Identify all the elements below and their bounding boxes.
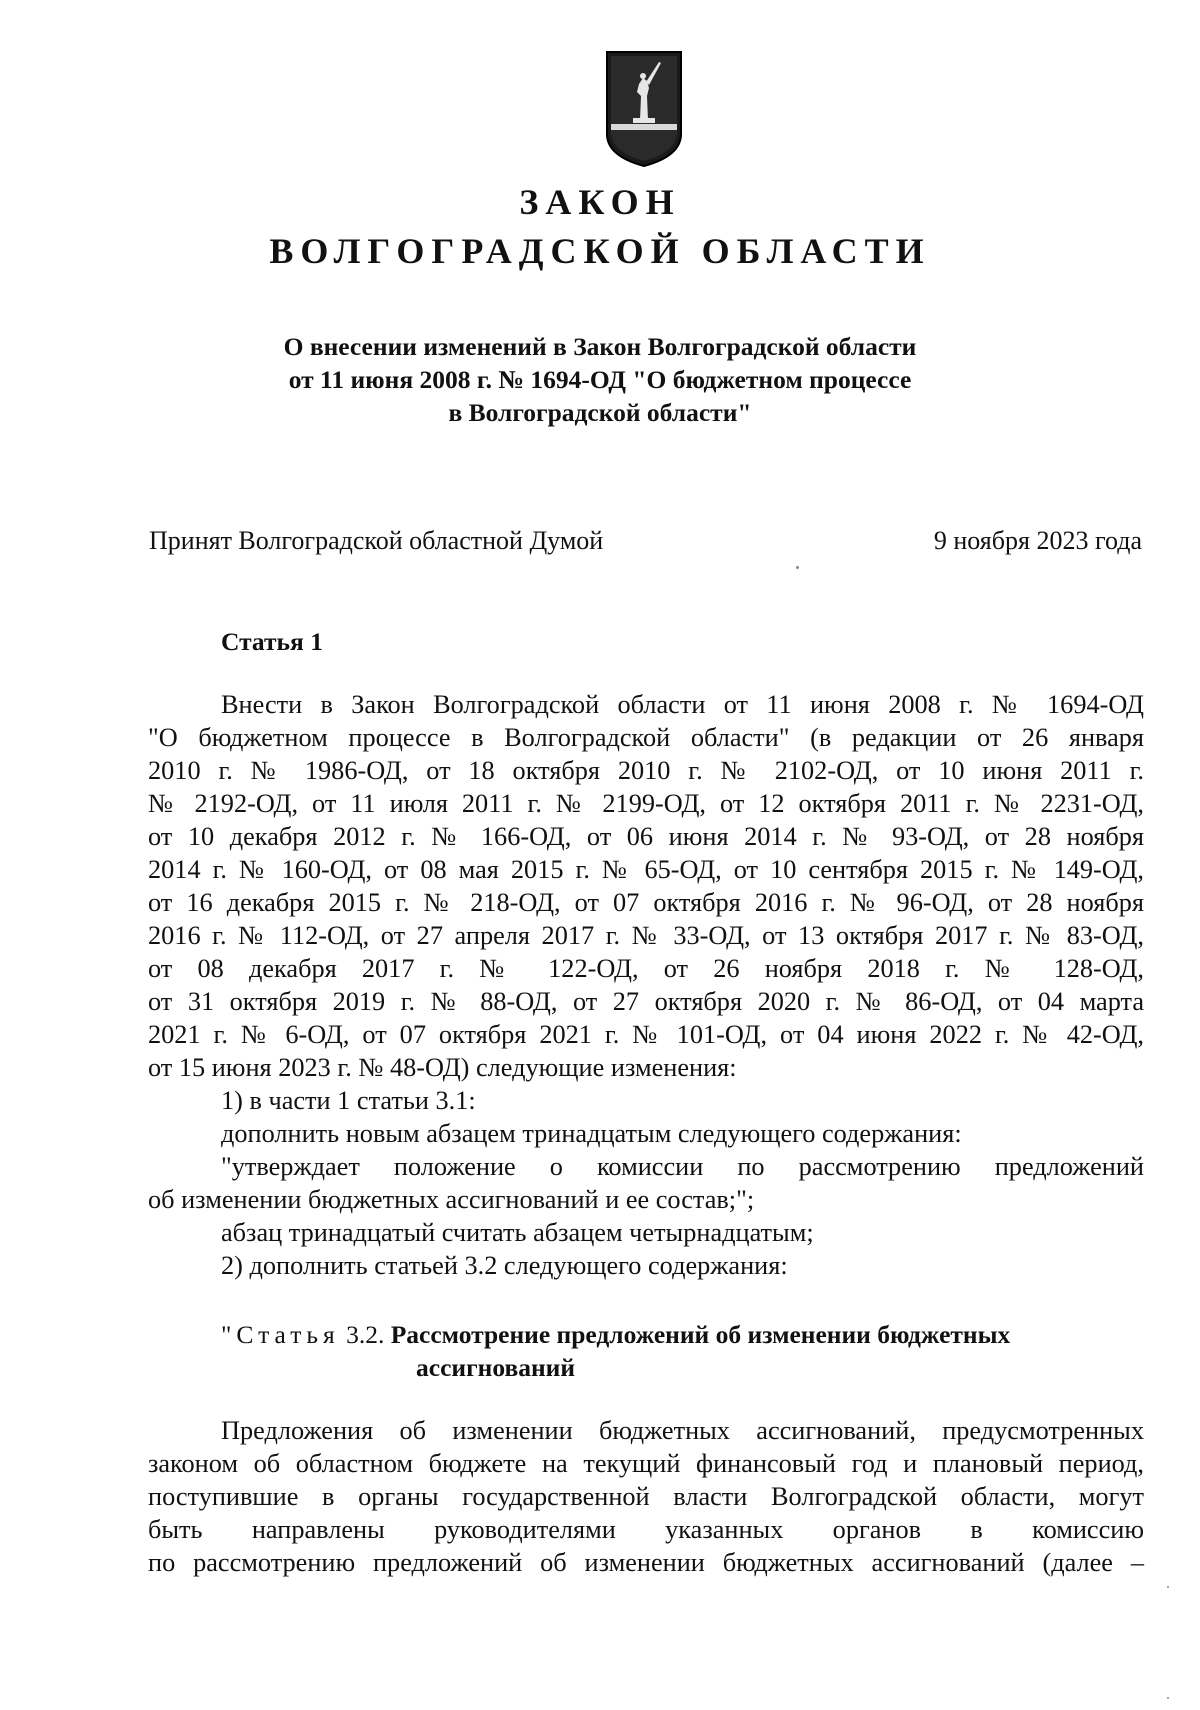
article-1-line: № 2192-ОД, от 11 июля 2011 г. № 2199-ОД, от 12 октября 2011 г. № 2231-ОД, bbox=[148, 789, 1144, 818]
article-1-line: дополнить новым абзацем тринадцатым следующего содержания: bbox=[221, 1119, 962, 1148]
article-1-line: "О бюджетном процессе в Волгоградской области" (в редакции от 26 января bbox=[148, 723, 1144, 752]
article-1-line: от 31 октября 2019 г. № 88-ОД, от 27 октября 2020 г. № 86-ОД, от 04 марта bbox=[148, 987, 1144, 1016]
adopted-date: 9 ноября 2023 года bbox=[933, 526, 1142, 555]
article-1-line: об изменении бюджетных ассигнований и ее состав;"; bbox=[148, 1185, 755, 1214]
article-3-2-line: по рассмотрению предложений об изменении бюджетных ассигнований (далее – bbox=[148, 1548, 1144, 1577]
document-title-line1: ЗАКОН bbox=[519, 182, 681, 222]
article-1-line: от 08 декабря 2017 г. № 122-ОД, от 26 ноября 2018 г. № 128-ОД, bbox=[148, 954, 1144, 983]
article-3-2-line: законом об областном бюджете на текущий финансовый год и плановый период, bbox=[148, 1449, 1144, 1478]
article-1-line: 1) в части 1 статьи 3.1: bbox=[221, 1086, 476, 1115]
article-1-line: от 16 декабря 2015 г. № 218-ОД, от 07 октября 2016 г. № 96-ОД, от 28 ноября bbox=[148, 888, 1144, 917]
article-1-line: 2014 г. № 160-ОД, от 08 мая 2015 г. № 65-ОД, от 10 сентября 2015 г. № 149-ОД, bbox=[148, 855, 1144, 884]
article-3-2-line: быть направлены руководителями указанных органов в комиссию bbox=[148, 1515, 1144, 1544]
article-1-line: от 10 декабря 2012 г. № 166-ОД, от 06 июня 2014 г. № 93-ОД, от 28 ноября bbox=[148, 822, 1144, 851]
article-1-line: "утверждает положение о комиссии по рассмотрению предложений bbox=[221, 1152, 1144, 1181]
volgograd-coat-of-arms-icon bbox=[603, 48, 685, 168]
document-subtitle-line1: О внесении изменений в Закон Волгоградской области bbox=[283, 332, 917, 361]
article-1-line: 2) дополнить статьей 3.2 следующего содержания: bbox=[221, 1251, 788, 1280]
article-3-2-heading bbox=[221, 1318, 1010, 1351]
adopted-by: Принят Волгоградской областной Думой bbox=[149, 526, 604, 555]
article-3-2-number: 3.2. bbox=[339, 1320, 391, 1349]
article-1-line: 2010 г. № 1986-ОД, от 18 октября 2010 г. № 2102-ОД, от 10 июня 2011 г. bbox=[148, 756, 1144, 785]
article-1-line: 2016 г. № 112-ОД, от 27 апреля 2017 г. № 33-ОД, от 13 октября 2017 г. № 83-ОД, bbox=[148, 921, 1144, 950]
document-subtitle-line3: в Волгоградской области" bbox=[448, 398, 752, 427]
document-subtitle-line2: от 11 июня 2008 г. № 1694-ОД "О бюджетном процессе bbox=[288, 365, 912, 394]
article-1-line: 2021 г. № 6-ОД, от 07 октября 2021 г. № 101-ОД, от 04 июня 2022 г. № 42-ОД, bbox=[148, 1020, 1144, 1049]
article-1-heading: Статья 1 bbox=[221, 627, 323, 656]
article-3-2-line: Предложения об изменении бюджетных ассигнований, предусмотренных bbox=[221, 1416, 1144, 1445]
article-3-2-title: Рассмотрение предложений об изменении бюджетных bbox=[390, 1320, 1011, 1349]
document-title-line2: ВОЛГОГРАДСКОЙ ОБЛАСТИ bbox=[269, 231, 931, 271]
article-1-line: от 15 июня 2023 г. № 48-ОД) следующие изменения: bbox=[148, 1053, 737, 1082]
article-1-line: Внести в Закон Волгоградской области от 11 июня 2008 г. № 1694-ОД bbox=[221, 690, 1144, 719]
scan-speck bbox=[1167, 1697, 1169, 1699]
scan-speck bbox=[1167, 1586, 1169, 1588]
article-3-2-prefix: "Статья bbox=[221, 1320, 340, 1349]
scan-speck bbox=[796, 566, 799, 569]
article-3-2-line: поступившие в органы государственной власти Волгоградской области, могут bbox=[148, 1482, 1144, 1511]
article-1-line: абзац тринадцатый считать абзацем четырнадцатым; bbox=[221, 1218, 814, 1247]
article-3-2-title-cont: ассигнований bbox=[416, 1353, 576, 1382]
